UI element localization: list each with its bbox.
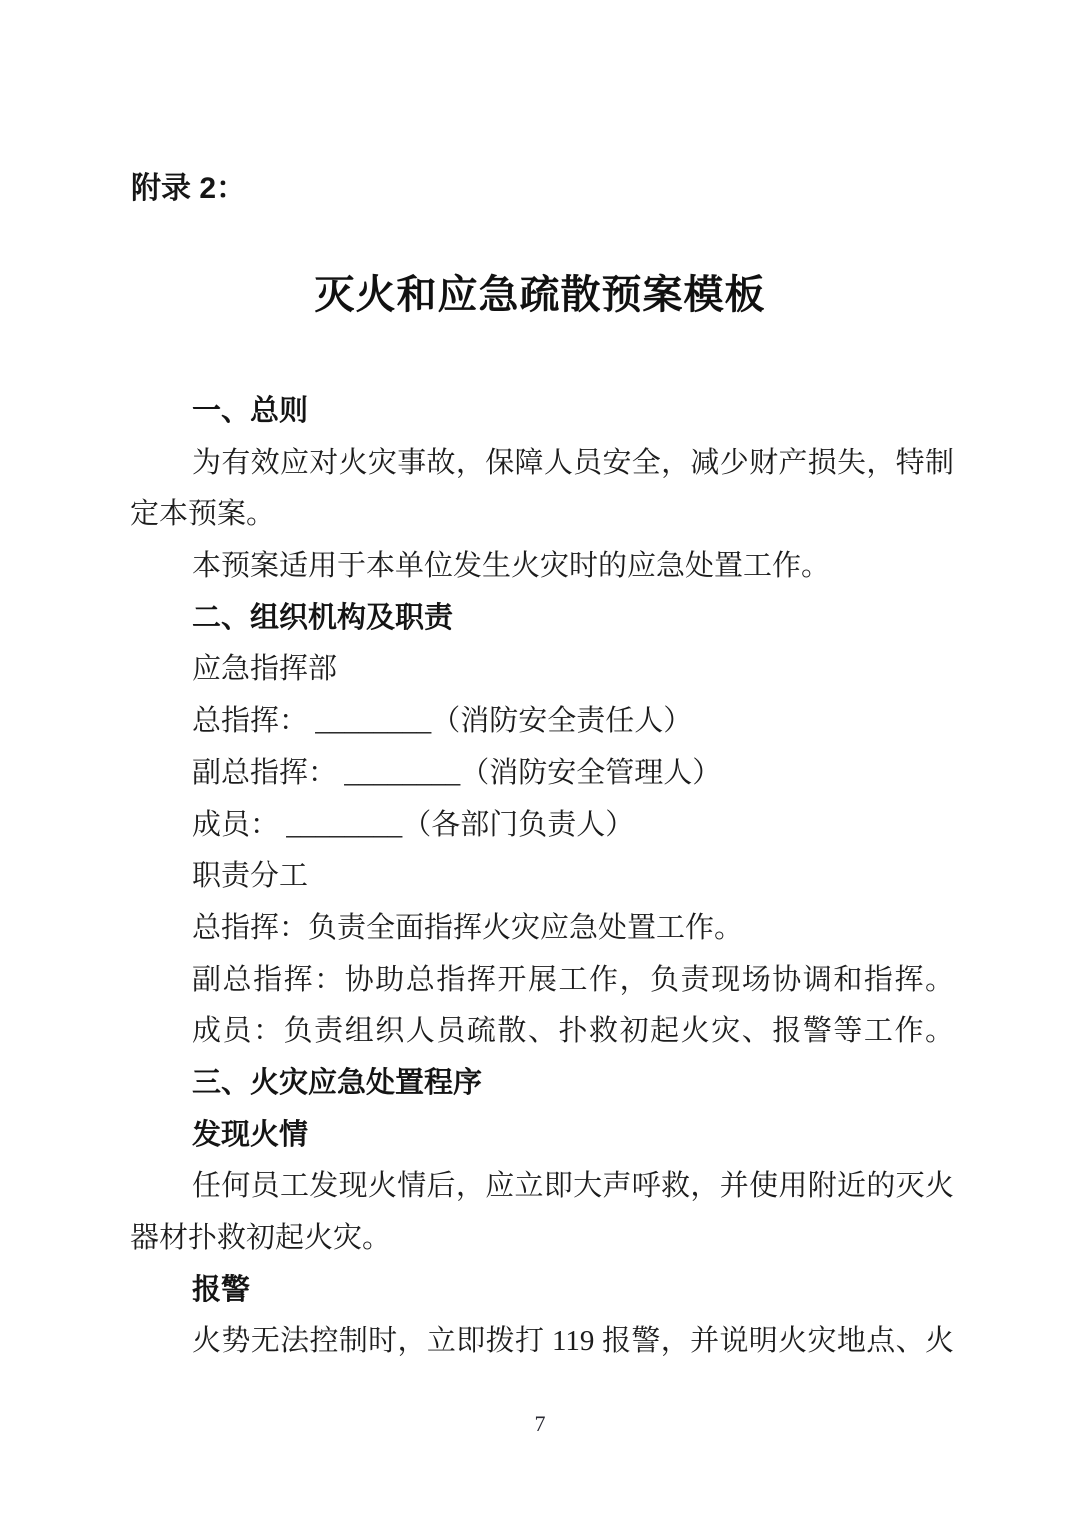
paragraph-line: 应急指挥部 [192, 653, 338, 686]
paragraph-line: 成员：负责组织人员疏散、扑救初起火灾、报警等工作。 [192, 1015, 954, 1048]
paragraph-line: 总指挥：负责全面指挥火灾应急处置工作。 [192, 911, 744, 944]
paragraph-line: 任何员工发现火情后，应立即大声呼救，并使用附近的灭火 [192, 1170, 954, 1203]
page-number: 7 [534, 1411, 546, 1436]
document-title: 灭火和应急疏散预案模板 [314, 272, 766, 317]
form-blank-line: 副总指挥： ________（消防安全管理人） [192, 756, 722, 789]
sub-heading: 报警 [192, 1273, 251, 1306]
paragraph-line: 为有效应对火灾事故，保障人员安全，减少财产损失，特制 [192, 446, 954, 479]
paragraph-line: 定本预案。 [130, 498, 276, 531]
form-blank-line: 总指挥： ________（消防安全责任人） [192, 705, 693, 738]
section-heading: 三、火灾应急处置程序 [192, 1066, 483, 1099]
form-blank-line: 成员： ________（各部门负责人） [192, 808, 635, 841]
paragraph-line: 职责分工 [192, 860, 309, 893]
sub-heading: 发现火情 [192, 1118, 309, 1151]
paragraph-line: 本预案适用于本单位发生火灾时的应急处置工作。 [192, 550, 831, 583]
paragraph-line: 副总指挥：协助总指挥开展工作，负责现场协调和指挥。 [192, 963, 954, 996]
document-body [130, 386, 954, 1368]
appendix-label: 附录 2： [131, 172, 247, 205]
paragraph-line: 器材扑救初起火灾。 [130, 1222, 392, 1254]
paragraph-line: 火势无法控制时，立即拨打 119 报警，并说明火灾地点、火 [192, 1325, 954, 1358]
section-heading: 一、总则 [192, 395, 309, 427]
section-heading: 二、组织机构及职责 [192, 601, 454, 634]
